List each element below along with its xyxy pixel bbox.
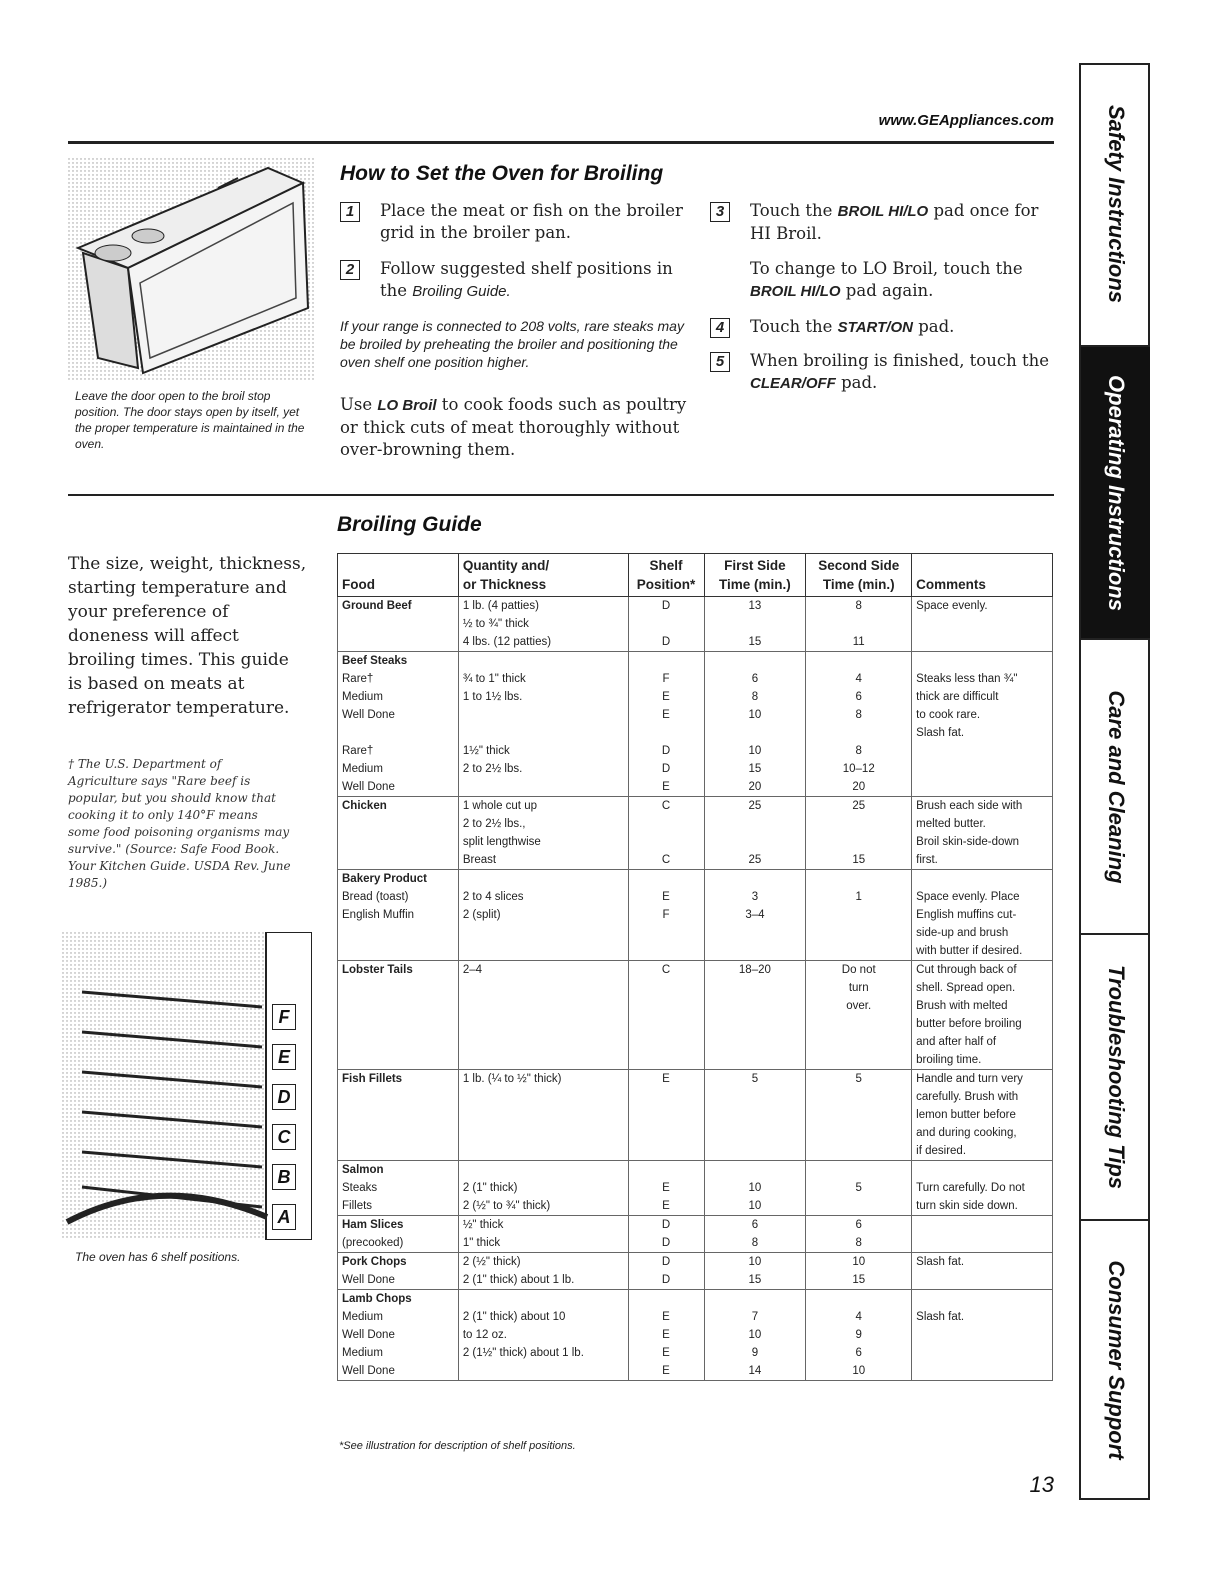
quantity-cell: 2–4 bbox=[458, 961, 628, 1070]
step-3-number: 3 bbox=[710, 202, 730, 222]
food-name: Beef Steaks bbox=[342, 655, 408, 667]
food-name: Lobster Tails bbox=[342, 964, 413, 976]
second-side-time-cell: 6 8 bbox=[806, 1216, 912, 1253]
food-cell bbox=[338, 597, 459, 652]
comments-cell: Handle and turn very carefully. Brush with lemon butter before and during cooking, if desired. bbox=[912, 1070, 1053, 1161]
quantity-cell: 2 to 4 slices 2 (split) bbox=[458, 870, 628, 961]
guide-intro: The size, weight, thickness, starting temperature and your preference of doneness will affect broiling times. This guide is based on meats at refrigerator temperature. bbox=[68, 554, 307, 718]
side-tab-label: Care and Cleaning bbox=[1103, 689, 1129, 884]
first-side-time-cell: 7 10 9 14 bbox=[704, 1290, 806, 1381]
table-row bbox=[338, 1216, 1053, 1253]
quantity-cell: ½" thick 1" thick bbox=[458, 1216, 628, 1253]
food-name: Chicken bbox=[342, 800, 387, 812]
start-on-pad-label: START/ON bbox=[837, 319, 913, 336]
shelf-position-cell: F E E bbox=[628, 652, 704, 743]
step-1 bbox=[340, 200, 688, 244]
comments-cell: Space evenly. bbox=[912, 597, 1053, 652]
shelf-letter-a: A bbox=[272, 1204, 296, 1230]
quantity-cell: 1 lb. (¼ to ½" thick) bbox=[458, 1070, 628, 1161]
food-detail: Bread (toast) English Muffin bbox=[342, 891, 415, 921]
table-row bbox=[338, 1290, 1053, 1381]
food-detail: Rare† Medium Well Done bbox=[342, 745, 395, 793]
step-1-text: Place the meat or fish on the broiler grid in the broiler pan. bbox=[380, 201, 683, 242]
usda-footnote: † The U.S. Department of Agriculture says "Rare beef is popular, but you should know that cooking it to only 140°F means some food poisoning organisms may survive." (Source: Safe Food Book. Your Kitchen Guide. USDA Rev. June 1985.) bbox=[68, 757, 291, 890]
food-detail: Steaks Fillets bbox=[342, 1182, 378, 1212]
208-volt-note: If your range is connected to 208 volts, rare steaks may be broiled by preheating the broiler and positioning the oven shelf one position higher. bbox=[340, 318, 684, 370]
header-rule bbox=[68, 141, 1054, 144]
comments-cell: Cut through back of shell. Spread open. Brush with melted butter before broiling and after half of broiling time. bbox=[912, 961, 1053, 1070]
comments-cell: Slash fat. bbox=[912, 1290, 1053, 1381]
second-side-time-cell: 4 9 6 10 bbox=[806, 1290, 912, 1381]
comments-cell: Space evenly. Place English muffins cut- side-up and brush with butter if desired. bbox=[912, 870, 1053, 961]
comments-cell: Brush each side with melted butter. Broil skin-side-down first. bbox=[912, 797, 1053, 870]
side-tab-consumer-support[interactable] bbox=[1081, 1221, 1150, 1500]
shelf-letter-f: F bbox=[272, 1004, 296, 1030]
comments-cell: Steaks less than ¾" thick are difficult to cook rare. Slash fat. bbox=[912, 652, 1053, 743]
first-side-time-cell: 10 15 bbox=[704, 1253, 806, 1290]
food-cell bbox=[338, 1161, 459, 1216]
clear-off-pad-label: CLEAR/OFF bbox=[750, 375, 836, 392]
lo-broil-label: LO Broil bbox=[377, 397, 437, 414]
column-header: Food bbox=[338, 554, 459, 597]
quantity-cell: ¾ to 1" thick 1 to 1½ lbs. bbox=[458, 652, 628, 743]
first-side-time-cell: 25 25 bbox=[704, 797, 806, 870]
second-side-time-cell: 25 15 bbox=[806, 797, 912, 870]
step-4: 4 Touch the START/ON pad. bbox=[710, 316, 1054, 339]
food-name: Ground Beef bbox=[342, 600, 412, 612]
first-side-time-cell: 6 8 10 bbox=[704, 652, 806, 743]
step-2-number: 2 bbox=[340, 260, 360, 280]
side-tab-troubleshooting-tips[interactable] bbox=[1081, 935, 1150, 1221]
food-detail: Rare† Medium Well Done bbox=[342, 673, 395, 721]
step-3-lo-broil: To change to LO Broil, touch the BROIL HI/LO pad again. bbox=[750, 259, 1023, 300]
table-row bbox=[338, 1253, 1053, 1290]
first-side-time-cell: 6 8 bbox=[704, 1216, 806, 1253]
first-side-time-cell: 3 3–4 bbox=[704, 870, 806, 961]
broiling-setup-heading: How to Set the Oven for Broiling bbox=[340, 162, 664, 185]
food-cell bbox=[338, 961, 459, 1070]
shelf-position-cell: C bbox=[628, 961, 704, 1070]
quantity-cell: 1 whole cut up 2 to 2½ lbs., split lengthwise Breast bbox=[458, 797, 628, 870]
broiling-guide-table bbox=[337, 553, 1053, 1381]
shelf-letter-d: D bbox=[272, 1084, 296, 1110]
table-footnote: *See illustration for description of shelf positions. bbox=[339, 1440, 576, 1452]
food-cell bbox=[338, 1216, 459, 1253]
step-2 bbox=[340, 258, 688, 303]
step-1-number: 1 bbox=[340, 202, 360, 222]
shelf-caption: The oven has 6 shelf positions. bbox=[75, 1250, 241, 1264]
food-name: Salmon bbox=[342, 1164, 384, 1176]
second-side-time-cell: 8 10–12 20 bbox=[806, 742, 912, 797]
second-side-time-cell: 1 bbox=[806, 870, 912, 961]
column-header: Quantity and/ or Thickness bbox=[458, 554, 628, 597]
shelf-position-cell: E E bbox=[628, 1161, 704, 1216]
food-cell bbox=[338, 1290, 459, 1381]
shelf-position-cell: D D bbox=[628, 597, 704, 652]
website-url: www.GEAppliances.com bbox=[878, 112, 1054, 129]
second-side-time-cell: 4 6 8 bbox=[806, 652, 912, 743]
shelf-position-cell: E bbox=[628, 1070, 704, 1161]
food-cell bbox=[338, 797, 459, 870]
food-name: Pork Chops bbox=[342, 1256, 407, 1268]
door-image-caption: Leave the door open to the broil stop position. The door stays open by itself, yet the proper temperature is maintained in the oven. bbox=[75, 389, 305, 451]
comments-cell: Slash fat. bbox=[912, 1253, 1053, 1290]
shelf-position-cell: C C bbox=[628, 797, 704, 870]
food-name: Bakery Product bbox=[342, 873, 428, 885]
step-3: 3 Touch the BROIL HI/LO pad once for HI Broil. bbox=[710, 200, 1054, 245]
first-side-time-cell: 10 15 20 bbox=[704, 742, 806, 797]
broiling-guide-heading: Broiling Guide bbox=[337, 513, 482, 536]
second-side-time-cell: 8 11 bbox=[806, 597, 912, 652]
lo-broil-paragraph: Use LO Broil to cook foods such as poultry or thick cuts of meat thoroughly without over-browning them. bbox=[340, 395, 687, 459]
side-tab-care-and-cleaning[interactable] bbox=[1081, 640, 1150, 935]
second-side-time-cell: 10 15 bbox=[806, 1253, 912, 1290]
side-tab-safety-instructions[interactable] bbox=[1081, 63, 1150, 347]
food-detail: Well Done bbox=[342, 1274, 395, 1286]
shelf-position-cell: D D bbox=[628, 1253, 704, 1290]
side-tab-label: Consumer Support bbox=[1103, 1259, 1129, 1460]
shelf-position-cell: D D bbox=[628, 1216, 704, 1253]
comments-cell bbox=[912, 742, 1053, 797]
broil-hi-lo-pad-label: BROIL HI/LO bbox=[837, 203, 929, 220]
food-cell bbox=[338, 1070, 459, 1161]
table-header-row bbox=[338, 554, 1053, 597]
food-name: Ham Slices bbox=[342, 1219, 404, 1231]
table-row bbox=[338, 742, 1053, 797]
second-side-time-cell: 5 bbox=[806, 1070, 912, 1161]
first-side-time-cell: 10 10 bbox=[704, 1161, 806, 1216]
side-tab-label: Safety Instructions bbox=[1103, 104, 1129, 304]
quantity-cell: 2 (1" thick) 2 (½" to ¾" thick) bbox=[458, 1161, 628, 1216]
column-header: Shelf Position* bbox=[628, 554, 704, 597]
table-row bbox=[338, 597, 1053, 652]
table-row bbox=[338, 961, 1053, 1070]
quantity-cell: 2 (½" thick) 2 (1" thick) about 1 lb. bbox=[458, 1253, 628, 1290]
food-cell bbox=[338, 870, 459, 961]
shelf-position-cell: D D E bbox=[628, 742, 704, 797]
quantity-cell: 1½" thick 2 to 2½ lbs. bbox=[458, 742, 628, 797]
shelf-letter-c: C bbox=[272, 1124, 296, 1150]
shelf-position-cell: E F bbox=[628, 870, 704, 961]
side-tab-label: Operating Instructions bbox=[1103, 374, 1129, 611]
step-2-text: Follow suggested shelf positions in the bbox=[380, 259, 673, 300]
oven-door-illustration bbox=[68, 158, 314, 380]
second-side-time-cell: 5 bbox=[806, 1161, 912, 1216]
first-side-time-cell: 18–20 bbox=[704, 961, 806, 1070]
section-rule bbox=[68, 494, 1054, 496]
second-side-time-cell: Do not turn over. bbox=[806, 961, 912, 1070]
table-row bbox=[338, 652, 1053, 743]
shelf-letter-e: E bbox=[272, 1044, 296, 1070]
shelf-position-cell: E E E E bbox=[628, 1290, 704, 1381]
comments-cell: Turn carefully. Do not turn skin side down. bbox=[912, 1161, 1053, 1216]
food-detail: Medium Well Done Medium Well Done bbox=[342, 1311, 395, 1377]
quantity-cell: 2 (1" thick) about 10 to 12 oz. 2 (1½" thick) about 1 lb. bbox=[458, 1290, 628, 1381]
shelf-letter-b: B bbox=[272, 1164, 296, 1190]
step-2-emphasis: Broiling Guide. bbox=[412, 283, 511, 300]
broil-hi-lo-pad-label-2: BROIL HI/LO bbox=[750, 283, 841, 300]
food-name: Fish Fillets bbox=[342, 1073, 403, 1085]
column-header: Second Side Time (min.) bbox=[806, 554, 912, 597]
first-side-time-cell: 5 bbox=[704, 1070, 806, 1161]
shelf-positions-illustration bbox=[62, 932, 312, 1240]
page-number: 13 bbox=[1029, 1472, 1054, 1497]
comments-cell bbox=[912, 1216, 1053, 1253]
side-tab-label: Troubleshooting Tips bbox=[1103, 964, 1129, 1190]
quantity-cell: 1 lb. (4 patties) ½ to ¾" thick 4 lbs. (12 patties) bbox=[458, 597, 628, 652]
food-name: Lamb Chops bbox=[342, 1293, 412, 1305]
step-4-number: 4 bbox=[710, 318, 730, 338]
food-cell bbox=[338, 1253, 459, 1290]
table-row bbox=[338, 797, 1053, 870]
column-header: First Side Time (min.) bbox=[704, 554, 806, 597]
step-5-number: 5 bbox=[710, 352, 730, 372]
column-header: Comments bbox=[912, 554, 1053, 597]
table-row bbox=[338, 870, 1053, 961]
food-cell bbox=[338, 742, 459, 797]
table-row bbox=[338, 1161, 1053, 1216]
food-detail: (precooked) bbox=[342, 1237, 404, 1249]
food-cell bbox=[338, 652, 459, 743]
first-side-time-cell: 13 15 bbox=[704, 597, 806, 652]
table-row bbox=[338, 1070, 1053, 1161]
step-5: 5 When broiling is finished, touch the CLEAR/OFF pad. bbox=[710, 350, 1054, 395]
side-tab-operating-instructions[interactable] bbox=[1081, 347, 1150, 640]
